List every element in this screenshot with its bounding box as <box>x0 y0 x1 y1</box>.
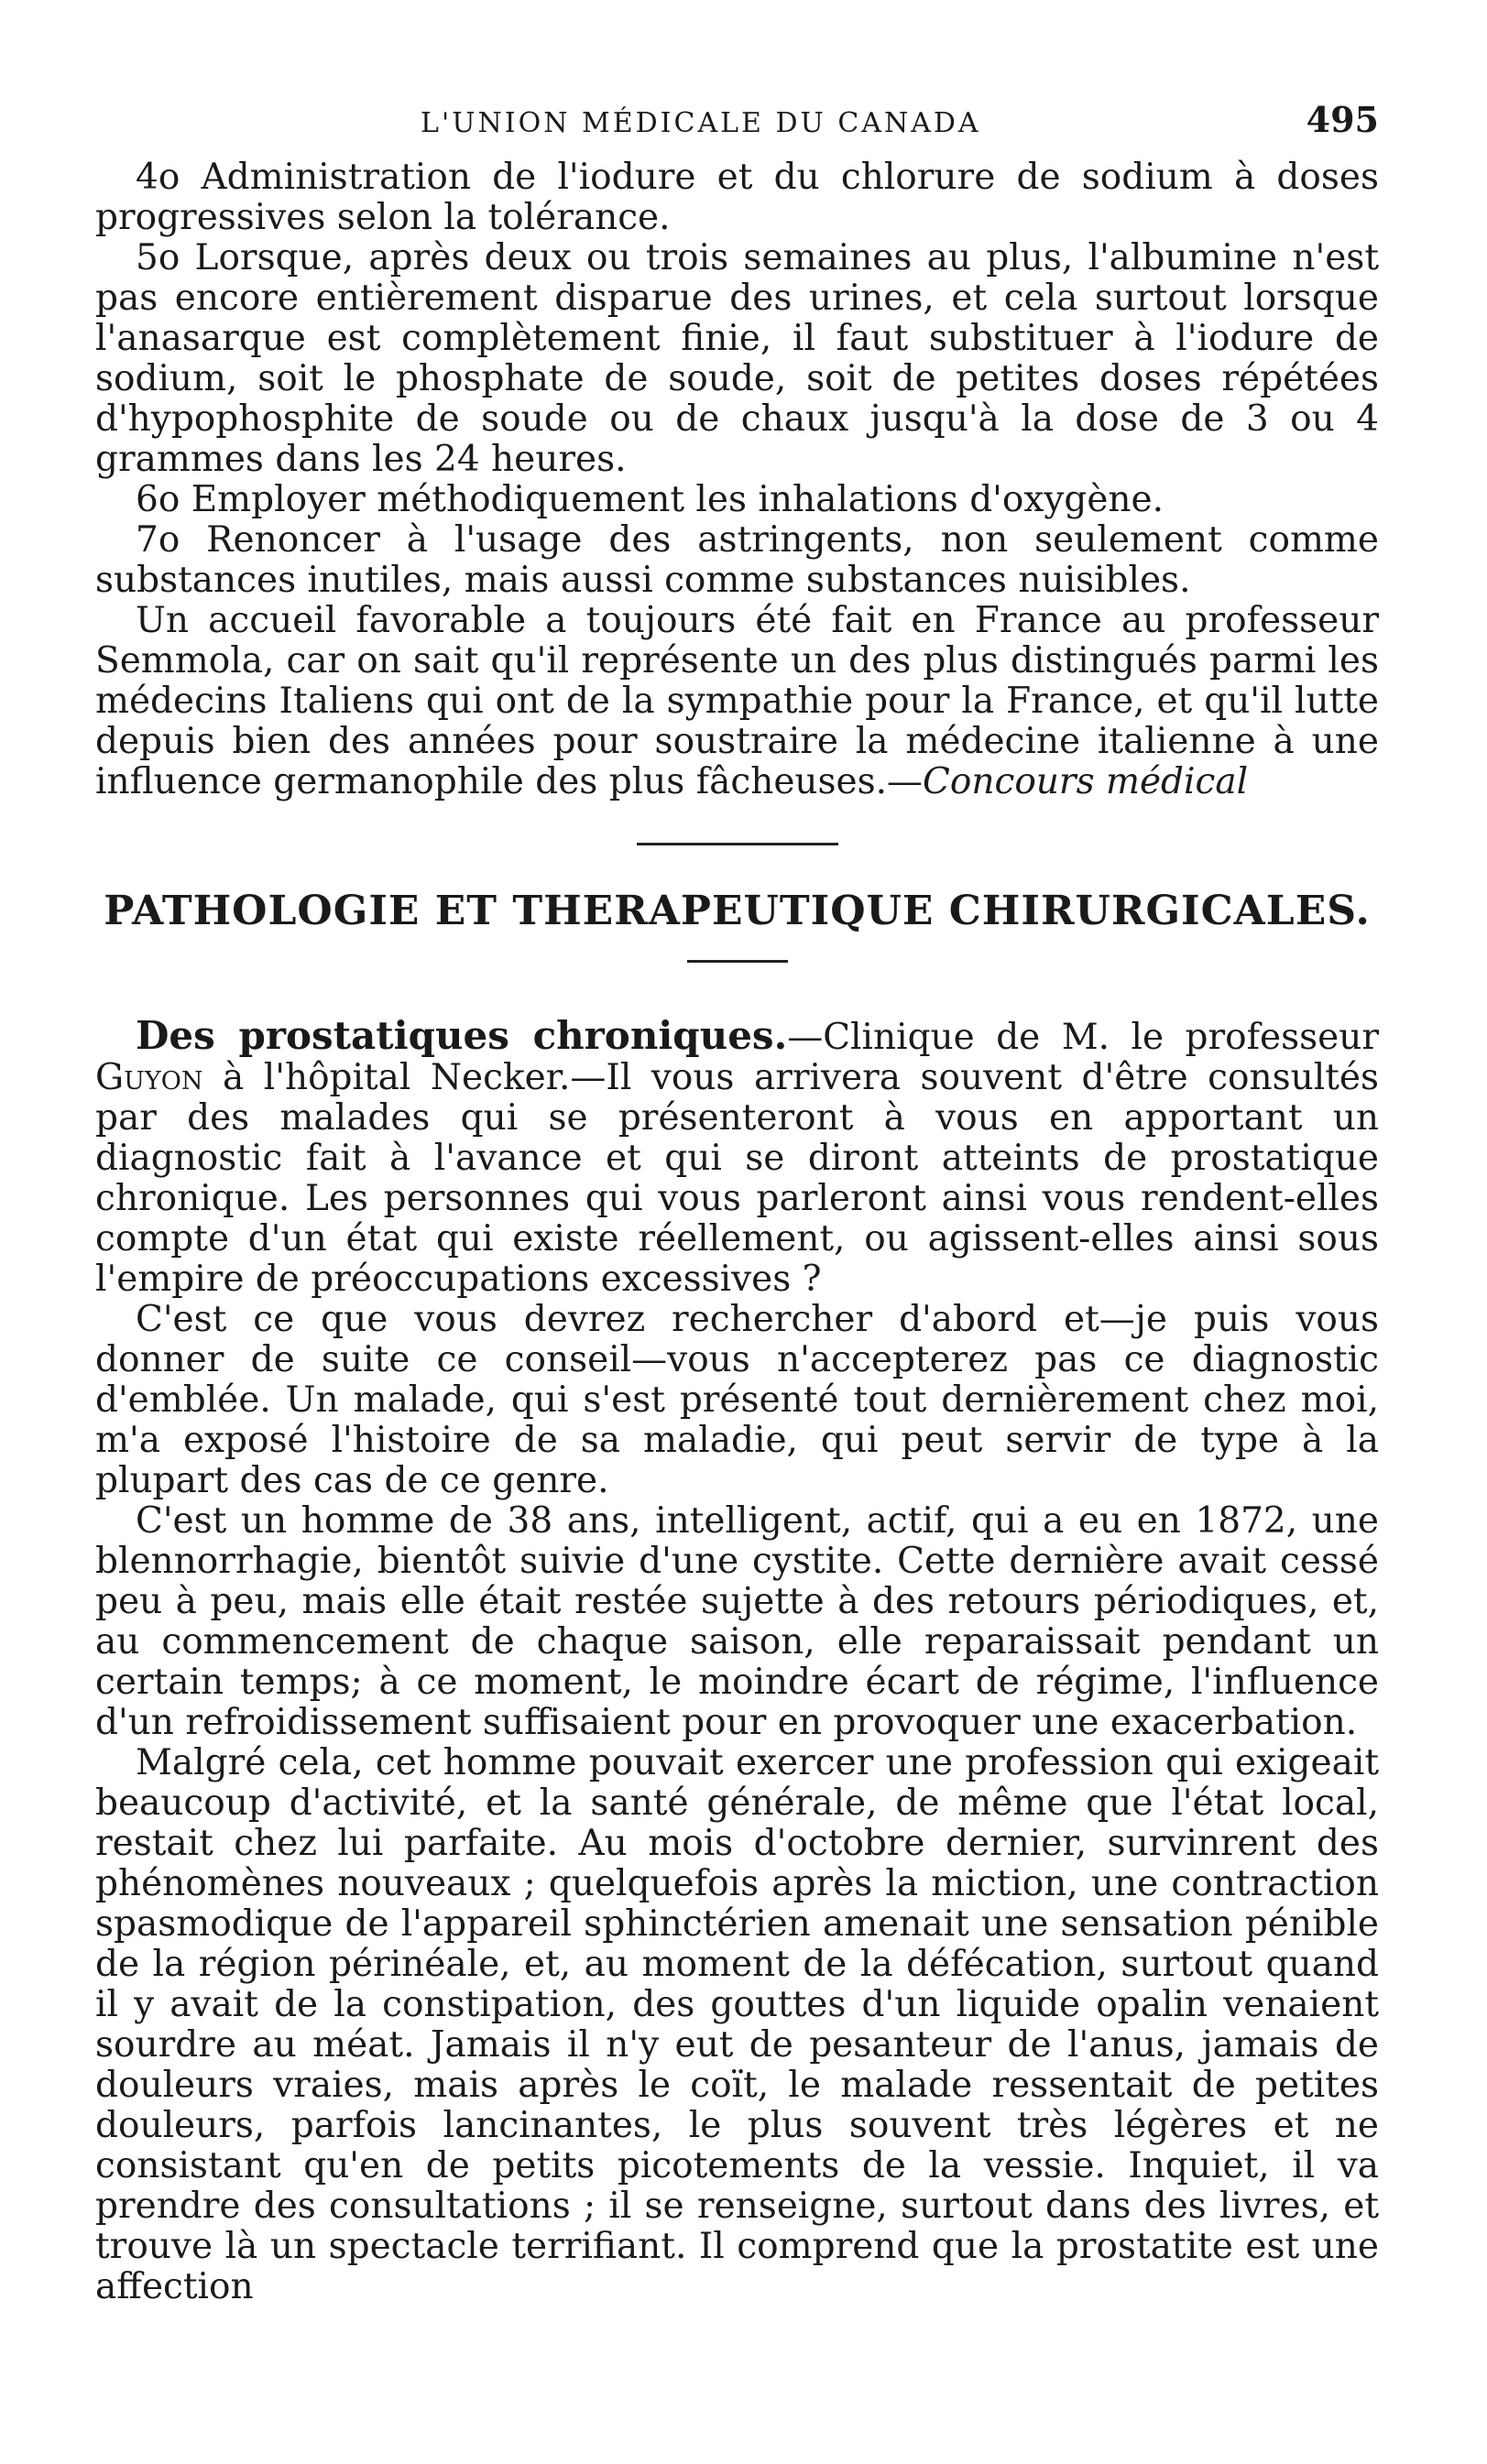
page-number: 495 <box>1306 99 1379 140</box>
closing-text: Un accueil favorable a toujours été fait en France au professeur Semmola, car on sait qu'il représente un des plus distingués parmi les médecins Italiens qui ont de la sympathie pour la France, et qu'il lutte depuis bien des années pour soustraire la médecine italienne à une influence germanophile des plus fâcheuses.— <box>95 600 1379 802</box>
professor-name: Guyon <box>95 1057 203 1098</box>
list-item-7: 7o Renoncer à l'usage des astringents, non seulement comme substances inutiles, mais aussi comme substances nuisibles. <box>95 519 1379 601</box>
list-item-4: 4o Administration de l'iodure et du chlorure de sodium à doses progressives selon la tolérance. <box>95 157 1379 238</box>
list-item-6: 6o Employer méthodiquement les inhalations d'oxygène. <box>136 479 1164 520</box>
article-paragraph-2: C'est ce que vous devrez rechercher d'abord et—je puis vous donner de suite ce conseil—vous n'accepterez pas ce diagnostic d'emblée. Un malade, qui s'est présenté tout dernièrement chez moi, m'a exposé l'histoire de sa maladie, qui peut servir de type à la plupart des cas de ce genre. <box>95 1299 1379 1501</box>
list-item-5: 5o Lorsque, après deux ou trois semaines au plus, l'albumine n'est pas encore entièrement disparue des urines, et cela surtout lorsque l'anasarque est complètement finie, il faut substituer à l'iodure de sodium, soit le phosphate de soude, soit de petites doses répétées d'hypophosphite de soude ou de chaux jusqu'à la dose de 3 ou 4 grammes dans les 24 heures. <box>95 237 1379 480</box>
section-divider <box>637 843 838 845</box>
running-header <box>95 99 1379 158</box>
article-intro <box>95 1013 1380 1300</box>
source-citation: Concours médical <box>923 761 1249 802</box>
intro-rest: à l'hôpital Necker.—Il vous arrivera souvent d'être consultés par des malades qui se présenteront à vous en apportant un diagnostic fait à l'avance et qui se diront atteints de prostatique chronique. Les personnes qui vous parleront ainsi vous rendent-elles compte d'un état qui existe réellement, ou agissent-elles ainsi sous l'empire de préoccupations excessives ? <box>95 1057 1379 1300</box>
closing-paragraph <box>95 601 1379 802</box>
heading-underline <box>687 960 788 963</box>
article-title: Des prostatiques chroniques. <box>136 1013 788 1058</box>
running-title: L'UNION MÉDICALE DU CANADA <box>421 107 981 139</box>
section-heading: PATHOLOGIE ET THERAPEUTIQUE CHIRURGICALES. <box>104 888 1371 934</box>
article-paragraph-3: C'est un homme de 38 ans, intelligent, actif, qui a eu en 1872, une blennorrhagie, bientôt suivie d'une cystite. Cette dernière avait cessé peu à peu, mais elle était restée sujette à des retours périodiques, et, au commencement de chaque saison, elle reparaissait pendant un certain temps; à ce moment, le moindre écart de régime, l'influence d'un refroidissement suffisaient pour en provoquer une exacerbation. <box>95 1500 1379 1743</box>
article-paragraph-4: Malgré cela, cet homme pouvait exercer une profession qui exigeait beaucoup d'activité, et la santé générale, de même que l'état local, restait chez lui parfaite. Au mois d'octobre dernier, survinrent des phénomènes nouveaux ; quelquefois après la miction, une contraction spasmodique de l'appareil sphinctérien amenait une sensation pénible de la région périnéale, et, au moment de la défécation, surtout quand il y avait de la constipation, des gouttes d'un liquide opalin venaient sourdre au méat. Jamais il n'y eut de pesanteur de l'anus, jamais de douleurs vraies, mais après le coït, le malade ressentait de petites douleurs, parfois lancinantes, le plus souvent très légères et ne consistant qu'en de petits picotements de la vessie. Inquiet, il va prendre des consultations ; il se renseigne, surtout dans des livres, et trouve là un spectacle terrifiant. Il comprend que la prostatite est une affection <box>95 1742 1379 2307</box>
intro-prefix: —Clinique de M. le professeur <box>787 1017 1380 1058</box>
